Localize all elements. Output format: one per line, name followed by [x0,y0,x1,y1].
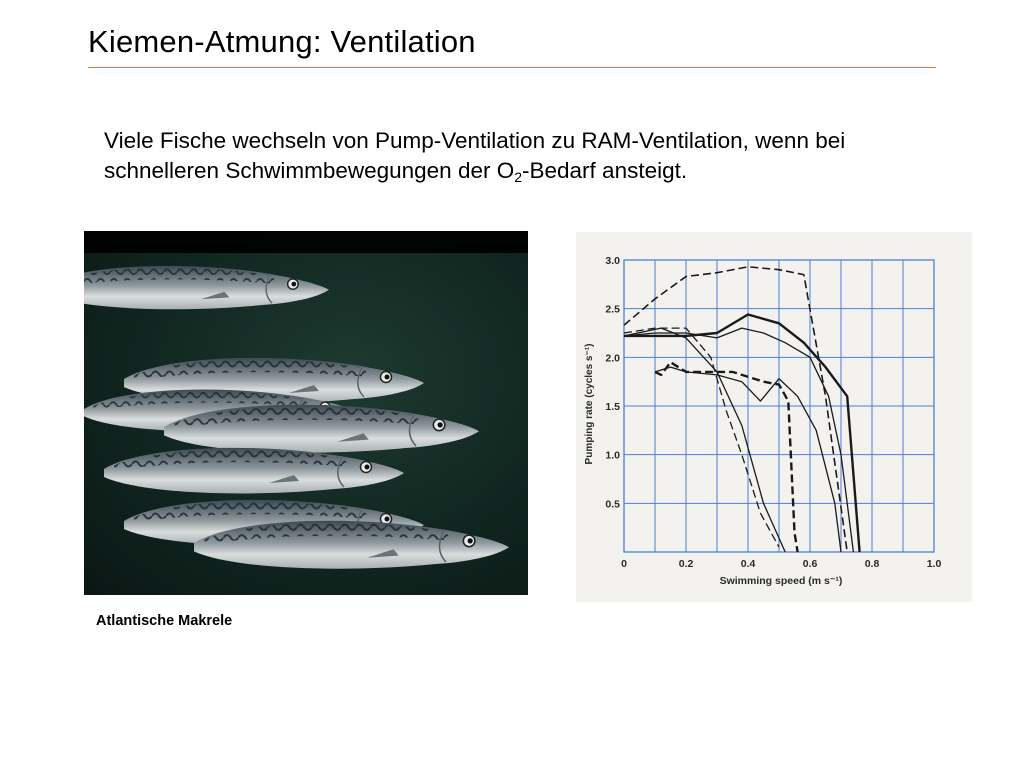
body-text-main: Viele Fische wechseln von Pump-Ventilation zu RAM-Ventilation, wenn bei schnelleren Schwimmbewegungen der O [104,128,846,183]
series-line-5 [624,328,779,547]
x-tick-label: 1.0 [926,558,942,570]
y-tick-label: 1.5 [605,401,620,413]
y-tick-label: 3.0 [605,255,620,267]
series-line-1 [624,267,847,552]
o2-subscript: 2 [514,169,523,185]
y-tick-label: 1.0 [605,449,620,462]
x-tick-label: 0.2 [678,558,694,570]
series-line-4 [624,328,785,552]
mackerel-fish [164,405,479,453]
x-tick-label: 0.8 [864,558,880,570]
mackerel-fish [104,448,404,494]
y-tick-label: 2.5 [605,303,620,316]
mackerel-illustration [84,231,528,595]
slide-body-text [104,126,944,186]
pumping-rate-chart [576,232,972,602]
x-tick-label: 0.6 [802,558,818,570]
mackerel-photo [84,231,528,595]
photo-caption: Atlantische Makrele [96,613,233,629]
y-axis-label: Pumping rate (cycles s⁻¹) [584,343,595,465]
x-tick-label: 0.4 [740,558,756,570]
title-underline [88,67,936,68]
x-tick-label: 0 [621,558,627,570]
series-line-3 [624,315,860,553]
body-text-end: -Bedarf ansteigt. [522,158,688,183]
x-axis-label: Swimming speed (m s⁻¹) [719,575,843,587]
mackerel-fish [84,266,329,309]
slide-title: Kiemen-Atmung: Ventilation [88,24,476,59]
y-tick-label: 0.5 [605,498,620,511]
mackerel-fish [194,521,509,569]
y-tick-label: 2.0 [605,352,620,365]
chart-svg [576,232,972,602]
